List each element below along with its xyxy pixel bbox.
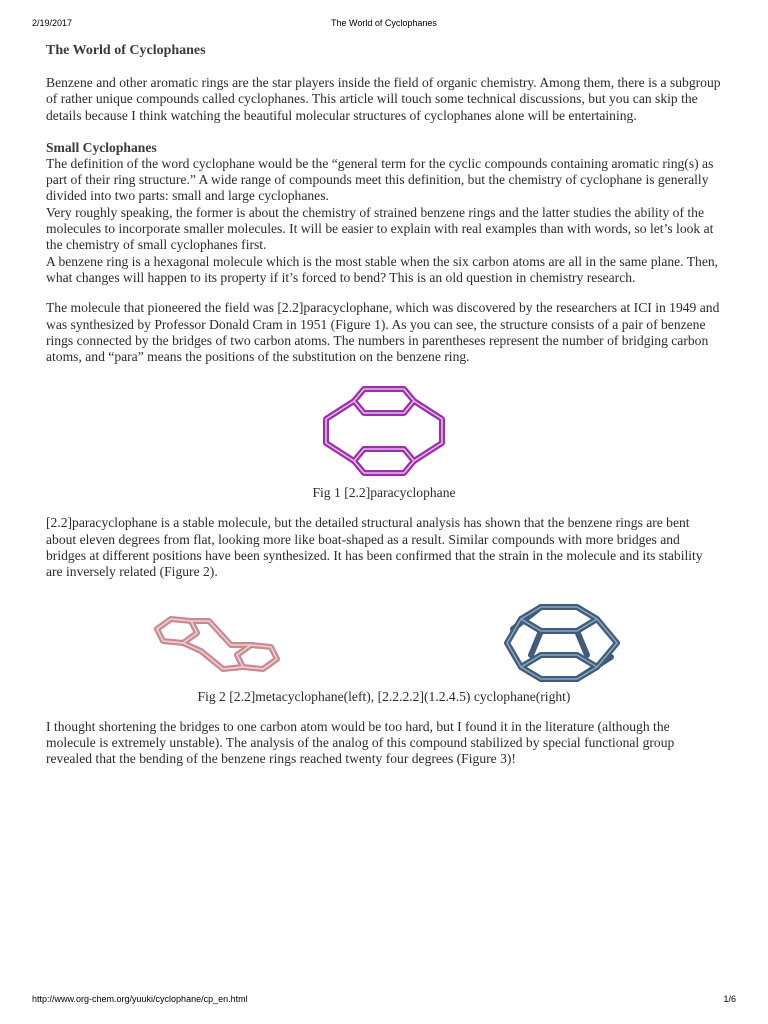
figure-1 xyxy=(46,383,722,501)
print-date: 2/19/2017 xyxy=(32,18,73,28)
metacyclophane-molecule-image xyxy=(143,607,293,679)
article-title: The World of Cyclophanes xyxy=(46,43,206,58)
tetrabridged-cyclophane-molecule-image xyxy=(501,601,625,685)
paragraph-paracyclophane-history: The molecule that pioneered the field was [2.2]paracyclophane, which was discovered by the researchers at ICI in 1949 and was synthesized by Professor Donald Cram in 1951 (Figure 1). As you can see, the structure consists of a pair of benzene rings connected by the bridges of two carbon atoms. The numbers in parentheses represent the number of bridging carbon atoms, and “para” means the positions of the substitution on the benzene ring. xyxy=(46,300,720,365)
print-title: The World of Cyclophanes xyxy=(331,18,437,28)
paracyclophane-molecule-image xyxy=(314,383,454,479)
intro-paragraph: Benzene and other aromatic rings are the star players inside the field of organic chemistry. Among them, there is a subgroup of rather unique compounds called cyclophanes. This article will touch some technical discussions, but you can skip the details because I think watching the beautiful molecular structures of cyclophanes alone will be entertaining. xyxy=(46,75,721,123)
figure-2-caption: Fig 2 [2.2]metacyclophane(left), [2.2.2.2](1.2.4.5) cyclophane(right) xyxy=(197,688,571,704)
page-number: 1/6 xyxy=(723,994,736,1004)
figure-2 xyxy=(46,601,722,705)
paragraph-one-carbon-bridge: I thought shortening the bridges to one carbon atom would be too hard, but I found it in the literature (although the molecule is extremely unstable). The analysis of the analog of this compound stabilized by special functional group revealed that the bending of the benzene rings reached twenty four degrees (Figure 3)! xyxy=(46,718,675,767)
paragraph-definition: The definition of the word cyclophane would be the “general term for the cyclic compounds containing aromatic ring(s) as part of their ring structure.” A wide range of compounds meet this definition, but the chemistry of cyclophane is generally divided into two parts: small and large cyclophanes. xyxy=(46,155,714,204)
paragraph-benzene-ring: A benzene ring is a hexagonal molecule which is the most stable when the six carbon atoms are all in the same plane. Then, what changes will happen to its property if it’s forced to bend? This is an old question in chemistry research. xyxy=(46,253,719,285)
source-url: http://www.org-chem.org/yuuki/cyclophane/cp_en.html xyxy=(32,994,248,1004)
article xyxy=(46,42,722,768)
figure-1-caption: Fig 1 [2.2]paracyclophane xyxy=(312,485,456,501)
section-heading: Small Cyclophanes xyxy=(46,139,157,155)
paragraph-small-vs-large: Very roughly speaking, the former is about the chemistry of strained benzene rings and the latter studies the ability of the molecules to incorporate smaller molecules. It will be easier to explain with real examples than with words, so let’s look at the chemistry of small cyclophanes first. xyxy=(46,204,714,253)
paragraph-strain-stability: [2.2]paracyclophane is a stable molecule, but the detailed structural analysis has shown that the benzene rings are bent about eleven degrees from flat, looking more like boat-shaped as a result. Similar compounds with more bridges and bridges at different positions have been synthesized. It has been confirmed that the strain in the molecule and its stability are inversely related (Figure 2). xyxy=(46,515,703,580)
